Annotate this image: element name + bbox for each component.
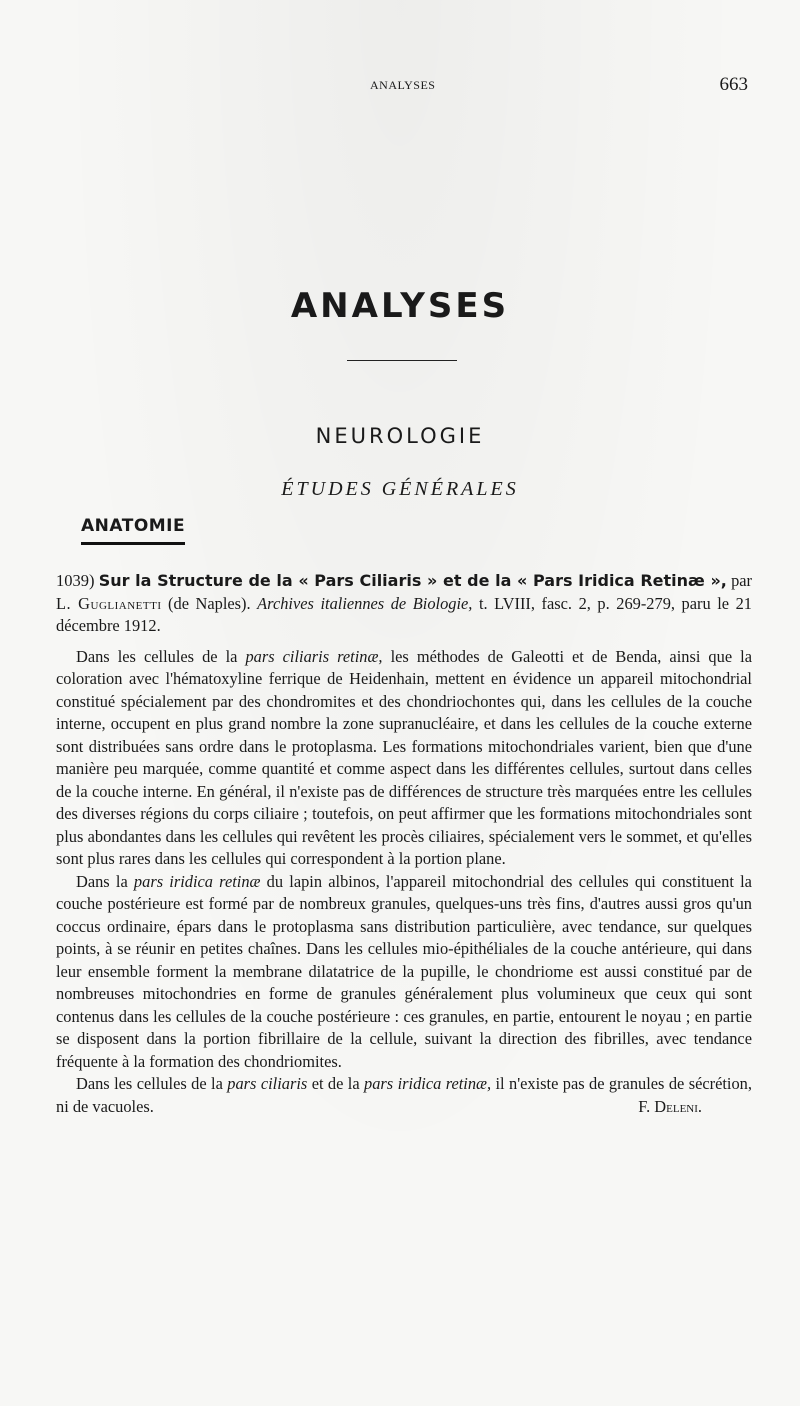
paragraph-3-text-b: et de la (311, 1074, 360, 1093)
paragraph-2-term: pars iridica retinæ (133, 871, 261, 891)
paragraph-1-text-b: les méthodes de Galeotti et de Benda, ainsi que la coloration avec l'hématoxyline ferrique de Heidenhain, mettent en évidence un appareil mitochondrial constitué spécialement par des chondromites et des chondriochontes qui, dans les cellules de la couche interne, occupent en plus grand nombre la zone supranucléaire, et dans les cellules de la couche externe sont distribuées sans ordre dans le protoplasma. Les formations mitochondriales varient, bien que d'une manière peu marquée, comme quantité et comme aspect dans les différentes cellules, surtout dans celles de la couche interne. En général, il n'existe pas de différences de structure très marquées entre les cellules des diverses régions du corps ciliaire ; toutefois, on peut affirmer que les formations mitochondriales sont plus abondantes dans les cellules qui revêtent les procès ciliaires, spécialement vers le sommet, et qu'elles sont plus rares dans les cellules qui correspondent à la portion plane. (56, 646, 752, 868)
paragraph-1-text-a: Dans les cellules de la (76, 646, 238, 666)
analysis-entry (56, 570, 752, 1118)
entry-author: L. Guglianetti (56, 593, 162, 613)
paragraph-2 (56, 871, 752, 1074)
entry-location: (de Naples). (168, 593, 251, 613)
entry-by: par (731, 571, 752, 590)
paragraph-3-text-a: Dans les cellules de la (76, 1074, 223, 1093)
title-rule (347, 360, 457, 361)
paragraph-3 (56, 1073, 752, 1118)
category-heading: ANATOMIE (81, 516, 185, 545)
paragraph-1-term: pars ciliaris retinæ, (245, 646, 383, 666)
paragraph-3-term-2: pars iridica retinæ, (364, 1074, 492, 1093)
section-title: NEUROLOGIE (315, 424, 485, 448)
page-number: 663 (719, 74, 748, 95)
subsection-title: ÉTUDES GÉNÉRALES (281, 478, 519, 500)
paragraph-1 (56, 646, 752, 871)
signature: F. Deleni. (638, 1096, 702, 1116)
paragraph-3-term-1: pars ciliaris (227, 1074, 308, 1093)
entry-citation: t. LVIII, fasc. 2, p. 269-279, paru le 21 décembre 1912. (56, 593, 752, 635)
paragraph-3-text-c: il n'existe pas de granules de sécrétion, ni de vacuoles. (56, 1074, 752, 1116)
running-head (0, 74, 800, 98)
running-title: ANALYSES (370, 78, 436, 92)
entry-heading (56, 570, 752, 638)
paragraph-2-text-b: du lapin albinos, l'appareil mitochondrial des cellules qui constituent la couche postérieure est formé par de nombreux granules, quelques-uns très fins, d'autres aussi gros qu'un coccus ordinaire, épars dans le protoplasma sans distribution particulière, avec tendance, sur quelques points, à se réunir en petites chaînes. Dans les cellules mio-épithéliales de la couche antérieure, qui dans leur ensemble forment la membrane dilatatrice de la pupille, le chondriome est aussi constitué par de nombreuses mitochondries en forme de granules généralement plus volumineux que ceux qui sont contenus dans les cellules de la couche postérieure : ces granules, en partie, entourent le noyau ; en partie se disposent dans la portion fibrillaire de la cellule, suivant la direction des fibrilles, avec tendance fréquente à la formation des chondriomites. (56, 871, 752, 1071)
entry-journal: Archives italiennes de Biologie, (257, 593, 473, 613)
page-title: ANALYSES (290, 286, 510, 326)
entry-title: Sur la Structure de la « Pars Ciliaris » et de la « Pars Iridica Retinæ », (98, 571, 727, 590)
paragraph-2-text-a: Dans la (76, 871, 128, 891)
entry-number: 1039) (56, 571, 95, 590)
